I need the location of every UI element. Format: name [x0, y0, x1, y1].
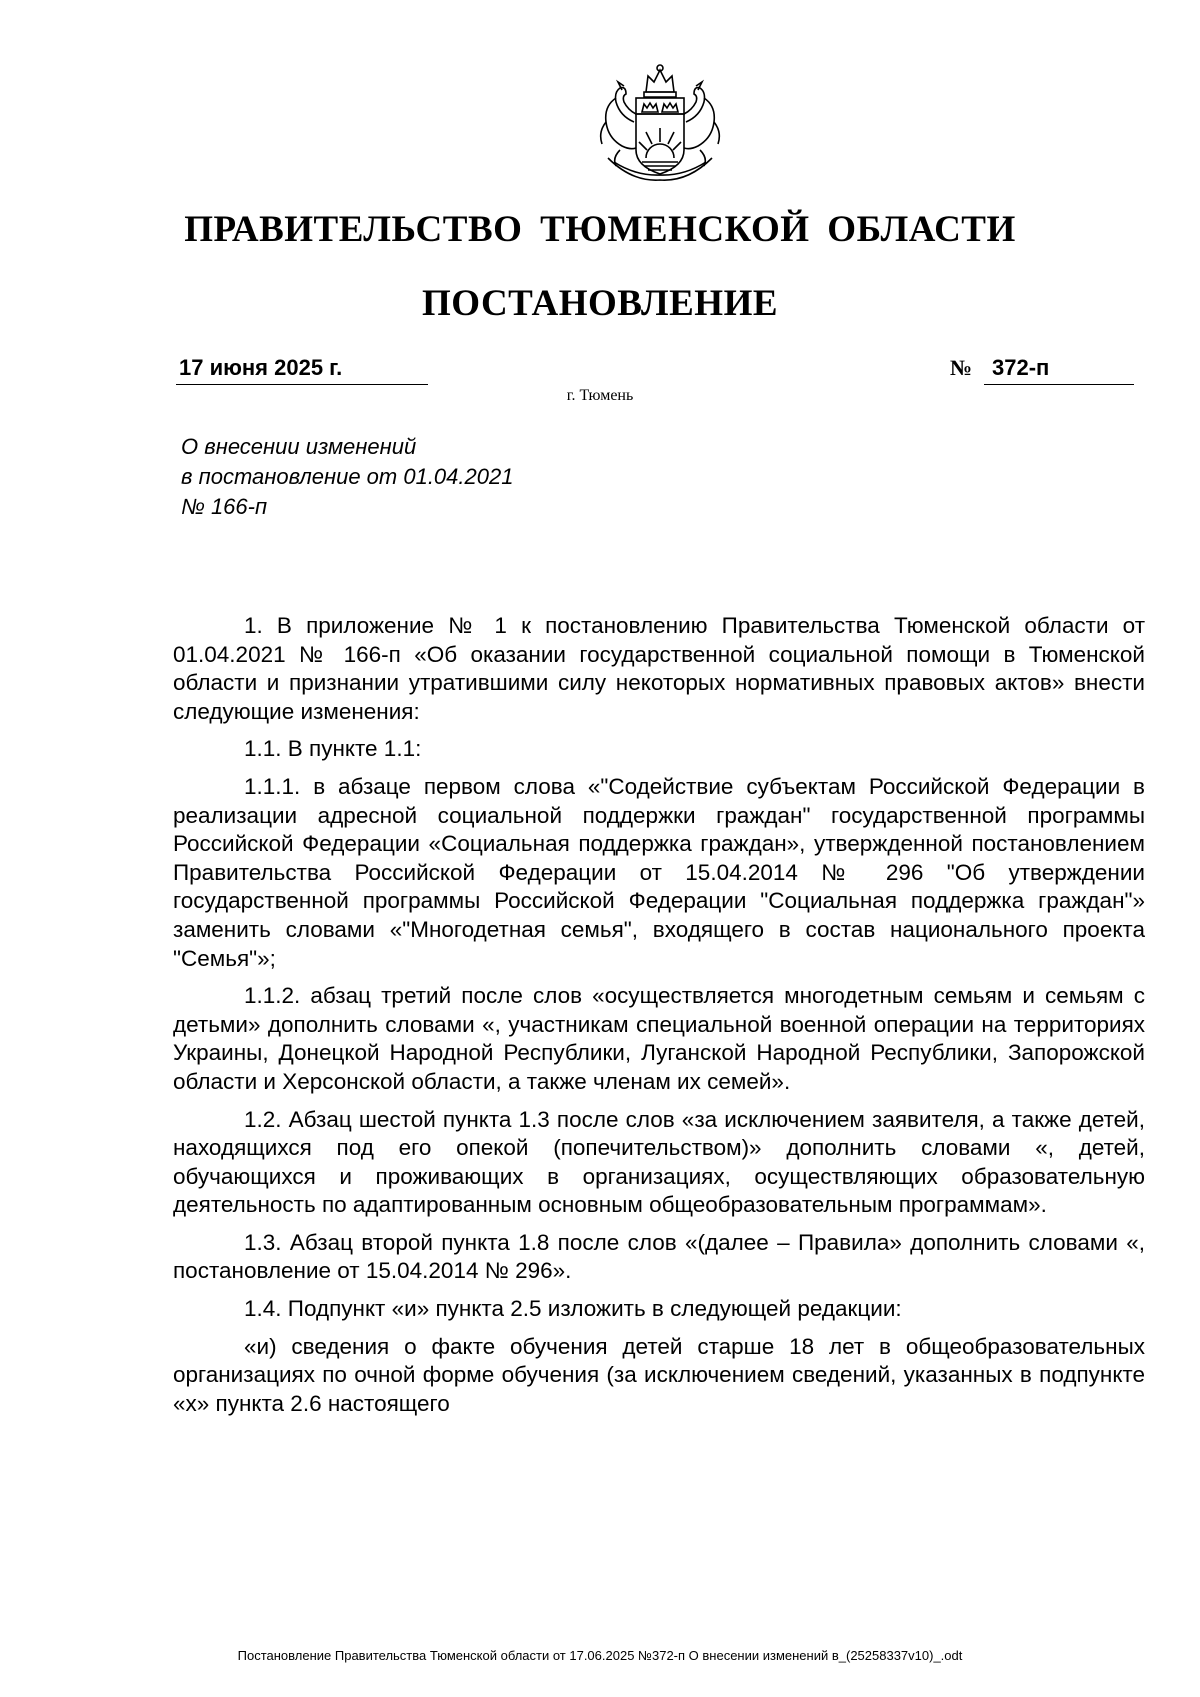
body-paragraph: 1.3. Абзац второй пункта 1.8 после слов «(далее – Правила» дополнить словами «, постановление от 15.04.2014 № 296». — [173, 1229, 1145, 1284]
document-number-label: № — [950, 355, 973, 380]
subject-line: в постановление от 01.04.2021 — [181, 464, 514, 489]
document-subject — [181, 432, 681, 522]
coat-of-arms-icon — [592, 62, 728, 187]
body-paragraph: 1.4. Подпункт «и» пункта 2.5 изложить в следующей редакции: — [244, 1296, 902, 1322]
subject-line: № 166-п — [181, 494, 268, 519]
document-date: 17 июня 2025 г. — [176, 355, 428, 385]
body-paragraph: «и) сведения о факте обучения детей старше 18 лет в общеобразовательных организациях по очной форме обучения (за исключением сведений, указанных в подпункте «х» пункта 2.6 настоящего — [173, 1333, 1145, 1416]
body-paragraph: 1.1.1. в абзаце первом слова «"Содействие субъектам Российской Федерации в реализации адресной социальной поддержки граждан" государственной программы Российской Федерации «Социальная поддержка граждан», утвержденной постановлением Правительства Российской Федерации от 15.04.2014 № 296 "Об утверждении государственной программы Российской Федерации "Социальная поддержка граждан"» заменить словами «"Многодетная семья", входящего в состав национального проекта "Семья"»; — [173, 773, 1145, 971]
document-type-title: ПОСТАНОВЛЕНИЕ — [421, 283, 779, 324]
subject-line: О внесении изменений — [181, 434, 417, 459]
document-body — [173, 612, 1145, 1427]
body-paragraph: 1.1.2. абзац третий после слов «осуществляется многодетным семьям и семьям с детьми» дополнить словами «, участникам специальной военной операции на территориях Украины, Донецкой Народной Республики, Луганской Народной Республики, Запорожской области и Херсонской области, а также членам их семей». — [173, 983, 1145, 1094]
body-paragraph: 1. В приложение № 1 к постановлению Правительства Тюменской области от 01.04.2021 № 166-п «Об оказании государственной социальной помощи в Тюменской области и признании утратившими силу некоторых нормативных правовых актов» внести следующие изменения: — [173, 613, 1145, 724]
document-number: 372-п — [984, 355, 1134, 385]
organization-title: ПРАВИТЕЛЬСТВО ТЮМЕНСКОЙ ОБЛАСТИ — [184, 209, 1016, 250]
body-paragraph: 1.2. Абзац шестой пункта 1.3 после слов «за исключением заявителя, а также детей, находящихся под его опекой (попечительством)» дополнить словами «, детей, обучающихся и проживающих в организациях, осуществляющих образовательную деятельность по адаптированным основным общеобразовательным программам». — [173, 1106, 1145, 1218]
body-paragraph: 1.1. В пункте 1.1: — [244, 736, 422, 762]
document-city: г. Тюмень — [566, 387, 634, 404]
document-footer: Постановление Правительства Тюменской области от 17.06.2025 №372-п О внесении изменений в_(25258337v10)_.odt — [237, 1648, 963, 1663]
